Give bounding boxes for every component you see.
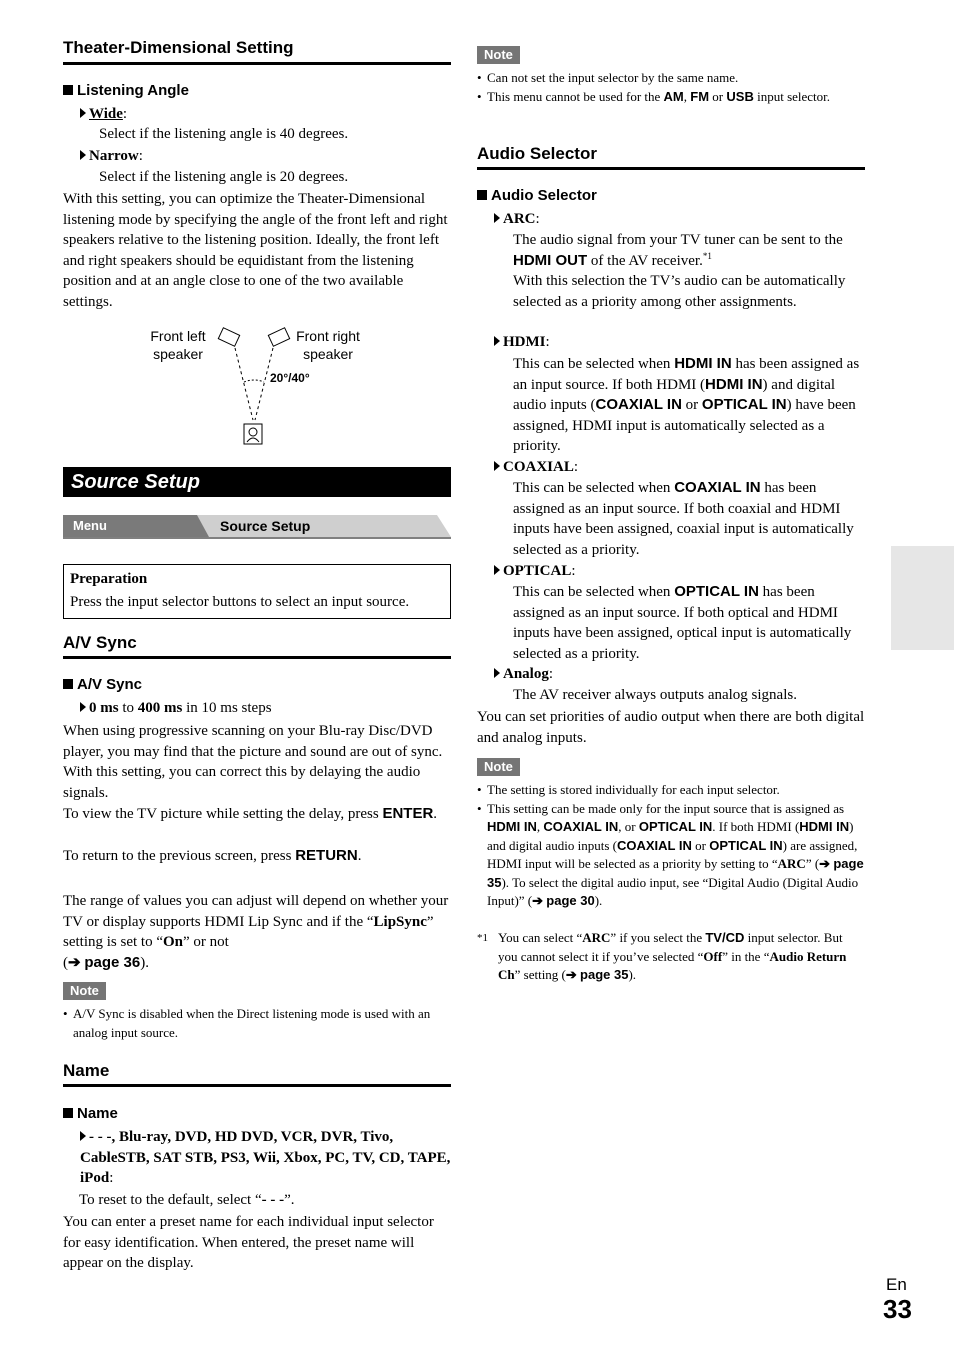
- square-bullet-icon: [63, 679, 73, 689]
- name-reset: To reset to the default, select “- - -”.: [79, 1192, 295, 1208]
- avsync-paragraph-3: To return to the previous screen, press RETURN.: [63, 847, 362, 864]
- triangle-bullet-icon: [80, 150, 86, 160]
- option-analog-desc: The AV receiver always outputs analog signals.: [513, 687, 797, 703]
- source-setup-title: Source Setup: [71, 471, 200, 493]
- audio-selector-subheading: Audio Selector: [477, 187, 597, 205]
- angle-label: 20°/40°: [270, 371, 310, 385]
- triangle-bullet-icon: [80, 108, 86, 118]
- selector-note: • Can not set the input selector by the same name. • This menu cannot be used for the AM, FM or USB input selector.: [477, 69, 862, 106]
- option-wide-desc: Select if the listening angle is 40 degrees.: [99, 126, 349, 142]
- menu-label: Menu: [73, 518, 107, 533]
- name-options: - - -, Blu-ray, DVD, HD DVD, VCR, DVR, Tivo, CableSTB, SAT STB, PS3, Wii, Xbox, PC, TV, CD, TAPE, iPod:: [80, 1129, 451, 1186]
- triangle-bullet-icon: [494, 213, 500, 223]
- preparation-text: Press the input selector buttons to select an input source.: [70, 594, 410, 610]
- avsync-heading: A/V Sync: [63, 633, 137, 652]
- theater-heading: Theater-Dimensional Setting: [63, 38, 294, 57]
- page-36-link[interactable]: page 36: [84, 953, 141, 971]
- menu-path: Source Setup: [220, 518, 311, 534]
- triangle-bullet-icon: [494, 565, 500, 575]
- name-paragraph: You can enter a preset name for each individual input selector for easy identification. When entered, the preset name will appear on the display.: [63, 1214, 434, 1271]
- option-analog: Analog:: [494, 664, 553, 685]
- square-bullet-icon: [63, 85, 73, 95]
- heading-rule: [63, 656, 451, 659]
- page-30-link[interactable]: page 30: [546, 893, 595, 908]
- front-right-label: Front right speaker: [296, 328, 360, 362]
- preparation-title: Preparation: [70, 571, 148, 587]
- source-setup-bar: [63, 467, 451, 497]
- avsync-note: • A/V Sync is disabled when the Direct listening mode is used with an analog input source.: [63, 1005, 448, 1042]
- triangle-bullet-icon: [494, 668, 500, 678]
- option-narrow: Narrow:: [80, 146, 143, 167]
- audio-note: • The setting is stored individually for each input selector. • This setting can be made only for the input source that is assigned as HDMI IN, COAXIAL IN, or OPTICAL IN. If both HDMI (HDMI IN) and digital audio inputs (COAXIAL IN or OPTICAL IN) are assigned, HDMI input will be selected as a priority by setting to “ARC” (➔ page 35). To select the digital audio input, see “Digital Audio (Digital Audio Input)” (➔ page 30).: [477, 781, 864, 911]
- triangle-bullet-icon: [80, 702, 86, 712]
- square-bullet-icon: [63, 1108, 73, 1118]
- option-arc: ARC:: [494, 209, 540, 230]
- name-heading: Name: [63, 1061, 110, 1080]
- option-narrow-desc: Select if the listening angle is 20 degrees.: [99, 169, 349, 185]
- note-badge: Note: [477, 758, 520, 776]
- arrow-icon: ➔: [68, 953, 81, 971]
- heading-rule: [63, 1084, 451, 1087]
- triangle-bullet-icon: [494, 336, 500, 346]
- footnote-mark: *1: [477, 932, 488, 944]
- option-arc-desc: The audio signal from your TV tuner can be sent to the HDMI OUT of the AV receiver.$^{*1}$ With this selection the TV’s audio can be automatically selected as a priority among other assignments.: [513, 232, 846, 310]
- name-subheading: Name: [63, 1105, 118, 1123]
- heading-rule: [477, 167, 865, 170]
- option-hdmi: HDMI:: [494, 332, 550, 353]
- listening-angle-subheading: Listening Angle: [63, 82, 189, 100]
- heading-rule: [63, 62, 451, 65]
- avsync-paragraph-4: The range of values you can adjust will depend on whether your TV or display supports HDMI Lip Sync and if the “LipSync” setting is set to “On” or not (➔ page 36).: [63, 893, 449, 971]
- arrow-icon: ➔: [532, 893, 544, 908]
- page-number: 33: [883, 1294, 912, 1324]
- avsync-range: 0 ms to 400 ms in 10 ms steps: [80, 698, 272, 719]
- option-optical: OPTICAL:: [494, 561, 576, 582]
- option-optical-desc: This can be selected when OPTICAL IN has been assigned as an input source. If both optical and HDMI inputs have been assigned, optical input is automatically selected as a priority.: [513, 583, 852, 662]
- preparation-box: [63, 564, 451, 619]
- arrow-icon: ➔: [819, 856, 831, 871]
- footnote: You can select “ARC” if you select the TV/CD input selector. But you cannot select it if you’ve selected “Off” in the “Audio Return Ch” setting (➔ page 35).: [498, 930, 847, 982]
- audio-paragraph: You can set priorities of audio output when there are both digital and analog inputs.: [477, 709, 865, 746]
- language-label: En: [886, 1275, 907, 1294]
- note-badge: Note: [63, 982, 106, 1000]
- triangle-bullet-icon: [494, 461, 500, 471]
- option-coaxial: COAXIAL:: [494, 457, 578, 478]
- front-left-label: Front left speaker: [150, 328, 206, 362]
- front-right-speaker-icon: [268, 328, 289, 346]
- side-tab: [891, 546, 954, 650]
- avsync-paragraph-1: When using progressive scanning on your Blu-ray Disc/DVD player, you may find that the picture and sound are out of sync. With this setting, you can correct this by delaying the audio signals.: [63, 723, 443, 801]
- arrow-icon: ➔: [565, 967, 577, 982]
- page-35-link[interactable]: page 35: [487, 856, 864, 890]
- option-coaxial-desc: This can be selected when COAXIAL IN has been assigned as an input source. If both coaxial and HDMI inputs have been assigned, coaxial input is automatically selected as a priority.: [513, 479, 854, 558]
- avsync-subheading: A/V Sync: [63, 676, 142, 694]
- avsync-paragraph-2: To view the TV picture while setting the delay, press ENTER.: [63, 805, 438, 822]
- listener-icon: [244, 424, 262, 444]
- square-bullet-icon: [477, 190, 487, 200]
- note-badge: Note: [477, 46, 520, 64]
- triangle-bullet-icon: [80, 1131, 86, 1141]
- option-wide: Wide:: [80, 104, 127, 125]
- audio-selector-heading: Audio Selector: [477, 144, 597, 163]
- front-left-speaker-icon: [218, 328, 239, 346]
- theater-paragraph: With this setting, you can optimize the Theater-Dimensional listening mode by specifying the angle of the front left and right speakers relative to the listening position. Ideally, the front left and right speakers should be equidistant from the listening position and at an angle close to one of the two available settings.: [63, 191, 448, 310]
- page-35-link[interactable]: page 35: [580, 967, 629, 982]
- option-hdmi-desc: This can be selected when HDMI IN has been assigned as an input source. If both HDMI (HDMI IN) and digital audio inputs (COAXIAL IN or OPTICAL IN) have been assigned, HDMI input is automatically selected as a priority.: [513, 355, 860, 454]
